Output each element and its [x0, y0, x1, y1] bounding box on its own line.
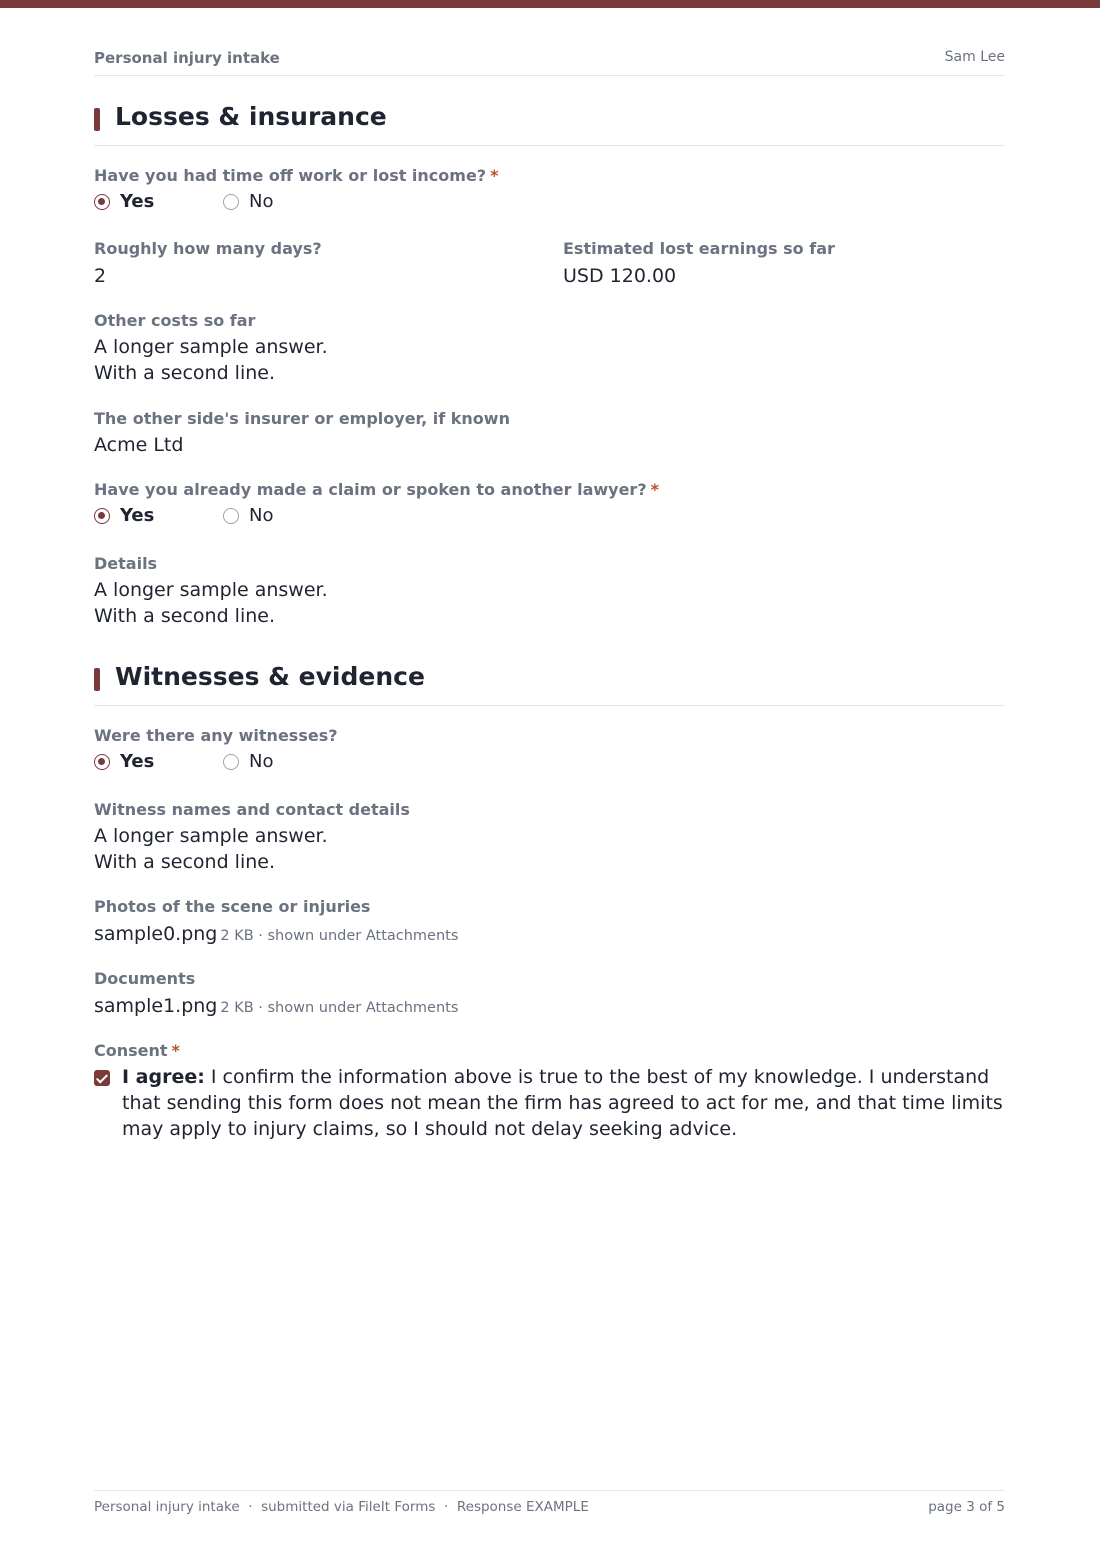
- answer-details-line2: With a second line.: [94, 605, 275, 627]
- file-name[interactable]: sample1.png: [94, 995, 218, 1017]
- answer-other-costs-line1: A longer sample answer.: [94, 336, 328, 358]
- form-title: Personal injury intake: [94, 49, 280, 67]
- answer-details-line1: A longer sample answer.: [94, 579, 328, 601]
- question-any-witnesses: Were there any witnesses?: [94, 726, 338, 745]
- section-witnesses-evidence: [94, 662, 1005, 706]
- consent-checkbox-checked-icon[interactable]: [94, 1070, 110, 1086]
- radio-selected-icon: [94, 194, 110, 210]
- question-earnings: Estimated lost earnings so far: [563, 239, 835, 258]
- radio-group-prior-claim: [94, 504, 394, 528]
- radio-selected-icon: [94, 508, 110, 524]
- question-witness-details: Witness names and contact details: [94, 800, 410, 819]
- section-title: Witnesses & evidence: [115, 662, 425, 691]
- question-details: Details: [94, 554, 158, 573]
- section-marker: [94, 668, 100, 691]
- question-prior-claim: Have you already made a claim or spoken to another lawyer? *: [94, 480, 659, 499]
- radio-label: No: [249, 505, 274, 526]
- page-footer: [94, 1490, 1005, 1520]
- question-other-costs: Other costs so far: [94, 311, 256, 330]
- answer-earnings: USD 120.00: [563, 265, 677, 287]
- question-time-off: Have you had time off work or lost income? *: [94, 166, 499, 185]
- radio-label: No: [249, 751, 274, 772]
- respondent-name: Sam Lee: [944, 49, 1005, 65]
- question-consent: Consent *: [94, 1041, 180, 1060]
- section-losses-insurance: [94, 102, 1005, 146]
- required-marker: *: [171, 1041, 180, 1060]
- radio-label: No: [249, 191, 274, 212]
- radio-group-time-off: [94, 190, 394, 214]
- required-marker: *: [490, 166, 499, 185]
- radio-empty-icon: [223, 754, 239, 770]
- answer-photos: [94, 921, 458, 949]
- radio-empty-icon: [223, 194, 239, 210]
- accent-top-bar: [0, 0, 1100, 8]
- question-insurer: The other side's insurer or employer, if known: [94, 409, 510, 428]
- running-header: [94, 49, 1005, 76]
- radio-label: Yes: [120, 191, 155, 212]
- section-marker: [94, 108, 100, 131]
- file-meta: 2 KB · shown under Attachments: [220, 1000, 459, 1016]
- radio-empty-icon: [223, 508, 239, 524]
- answer-documents: [94, 993, 458, 1021]
- radio-label: Yes: [120, 505, 155, 526]
- required-marker: *: [650, 480, 659, 499]
- answer-other-costs-line2: With a second line.: [94, 362, 275, 384]
- radio-label: Yes: [120, 751, 155, 772]
- consent-statement: I confirm the information above is true to the best of my knowledge. I understand that sending this form does not mean the firm has agreed to act for me, and that time limits may apply to injury claims, so I should not delay seeking advice.: [122, 1066, 1003, 1140]
- answer-days: 2: [94, 265, 107, 287]
- section-title: Losses & insurance: [115, 102, 387, 131]
- file-name[interactable]: sample0.png: [94, 923, 218, 945]
- radio-group-witnesses: [94, 750, 394, 774]
- answer-witness-details-line2: With a second line.: [94, 851, 275, 873]
- agree-label: I agree:: [122, 1066, 205, 1088]
- consent-text: [122, 1064, 1007, 1142]
- question-photos: Photos of the scene or injuries: [94, 897, 371, 916]
- file-meta: 2 KB · shown under Attachments: [220, 928, 459, 944]
- question-documents: Documents: [94, 969, 196, 988]
- radio-selected-icon: [94, 754, 110, 770]
- page-number: page 3 of 5: [928, 1499, 1005, 1515]
- answer-insurer: Acme Ltd: [94, 434, 184, 456]
- answer-witness-details-line1: A longer sample answer.: [94, 825, 328, 847]
- question-days: Roughly how many days?: [94, 239, 322, 258]
- footer-info: Personal injury intake · submitted via FileIt Forms · Response EXAMPLE: [94, 1499, 589, 1515]
